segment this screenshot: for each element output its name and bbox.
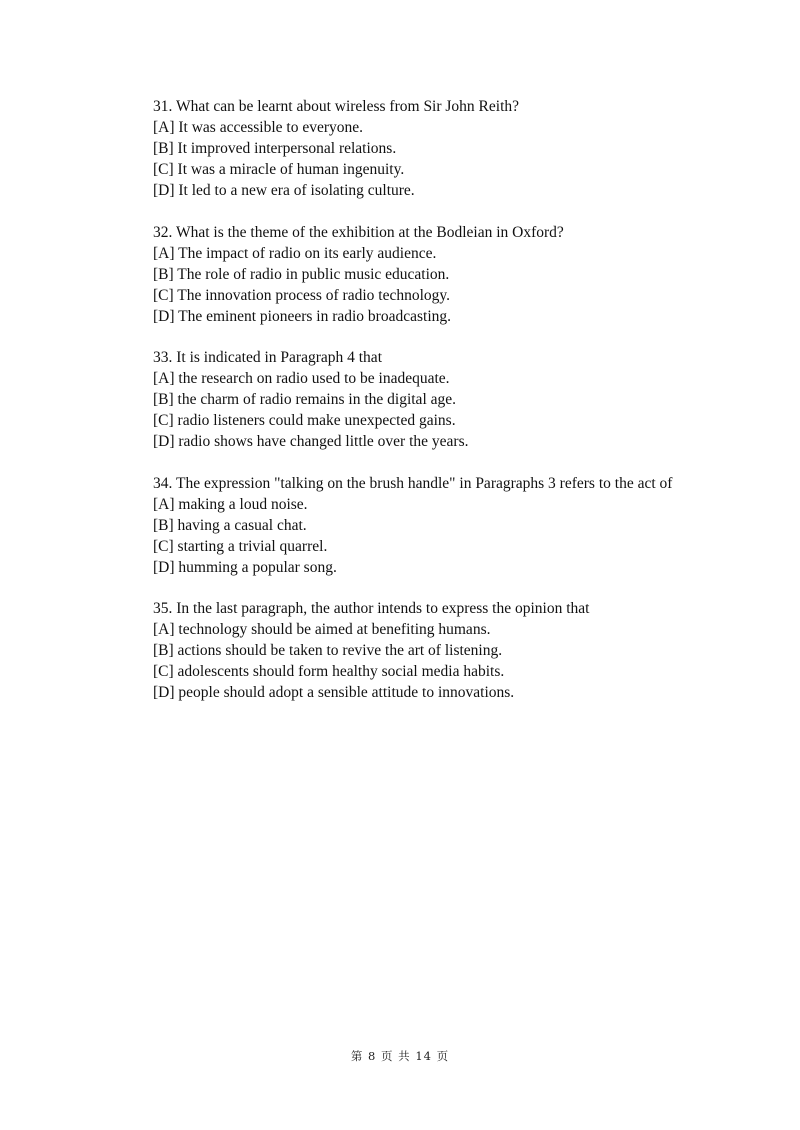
option-d: [D] humming a popular song. bbox=[153, 558, 337, 576]
option-b: [B] The role of radio in public music education. bbox=[153, 265, 450, 283]
question-35 bbox=[122, 598, 692, 703]
option-b: [B] the charm of radio remains in the digital age. bbox=[153, 391, 457, 408]
option-a: [A] The impact of radio on its early audience. bbox=[153, 244, 437, 262]
option-c: [C] radio listeners could make unexpected gains. bbox=[153, 412, 456, 429]
option-a: [A] It was accessible to everyone. bbox=[153, 119, 364, 136]
question-stem: 33. It is indicated in Paragraph 4 that bbox=[153, 349, 382, 366]
question-31 bbox=[122, 96, 692, 201]
option-c: [C] adolescents should form healthy social media habits. bbox=[153, 663, 505, 680]
question-stem: 34. The expression "talking on the brush handle" in Paragraphs 3 refers to the act of bbox=[153, 474, 673, 492]
option-a: [A] the research on radio used to be inadequate. bbox=[153, 370, 450, 387]
option-b: [B] It improved interpersonal relations. bbox=[153, 140, 397, 157]
option-c: [C] The innovation process of radio technology. bbox=[153, 286, 451, 304]
question-33 bbox=[122, 347, 692, 452]
option-b: [B] actions should be taken to revive the art of listening. bbox=[153, 642, 503, 659]
option-b: [B] having a casual chat. bbox=[153, 516, 307, 534]
option-a: [A] making a loud noise. bbox=[153, 495, 308, 513]
option-c: [C] It was a miracle of human ingenuity. bbox=[153, 161, 405, 178]
option-d: [D] radio shows have changed little over the years. bbox=[153, 433, 469, 450]
option-d: [D] The eminent pioneers in radio broadcasting. bbox=[153, 307, 451, 325]
question-32 bbox=[122, 222, 692, 327]
page-number-footer: 第 8 页 共 14 页 bbox=[350, 1049, 450, 1063]
option-d: [D] people should adopt a sensible attitude to innovations. bbox=[153, 684, 515, 701]
question-list bbox=[122, 96, 692, 724]
question-stem: 32. What is the theme of the exhibition at the Bodleian in Oxford? bbox=[153, 223, 564, 241]
question-34 bbox=[122, 473, 692, 578]
option-c: [C] starting a trivial quarrel. bbox=[153, 537, 328, 555]
question-stem: 35. In the last paragraph, the author intends to express the opinion that bbox=[153, 600, 590, 617]
option-a: [A] technology should be aimed at benefiting humans. bbox=[153, 621, 491, 638]
option-d: [D] It led to a new era of isolating culture. bbox=[153, 182, 415, 199]
question-stem: 31. What can be learnt about wireless from Sir John Reith? bbox=[153, 98, 520, 115]
